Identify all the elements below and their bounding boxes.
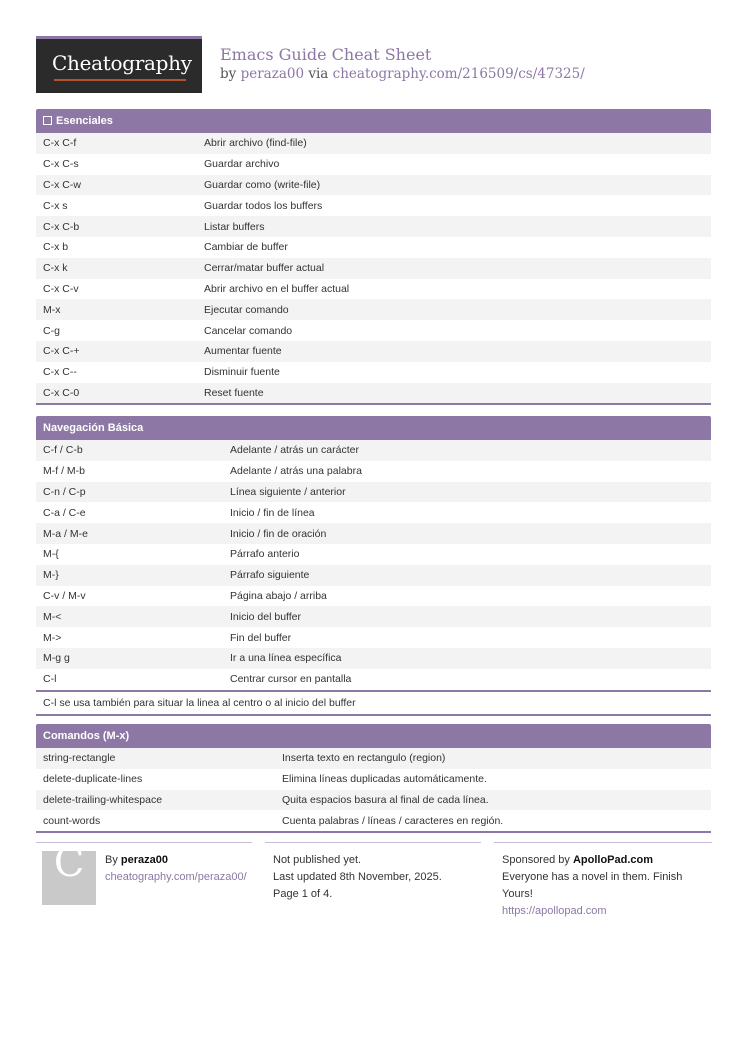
section-divider: [36, 403, 711, 405]
shortcut-key: C-f / C-b: [43, 444, 83, 457]
table-row: [36, 482, 711, 503]
page-footer: [36, 842, 712, 932]
shortcut-key: M-{: [43, 548, 59, 561]
shortcut-desc: Adelante / atrás un carácter: [230, 444, 359, 457]
footer-sponsor: [494, 842, 712, 920]
shortcut-desc: Disminuir fuente: [204, 366, 280, 379]
command-table: [36, 748, 711, 831]
table-row: [36, 544, 711, 565]
table-row: [36, 565, 711, 586]
table-row: [36, 133, 711, 154]
byline-via: via: [308, 66, 329, 82]
footer-author-name: peraza00: [120, 854, 168, 866]
shortcut-desc: Ir a una línea específica: [230, 652, 342, 665]
shortcut-key: C-x C-v: [43, 282, 79, 295]
shortcut-key: C-x s: [43, 199, 68, 212]
command-name: count-words: [43, 814, 101, 827]
command-name: delete-trailing-whitespace: [43, 793, 163, 806]
sponsor-link[interactable]: https://apollopad.com: [502, 905, 607, 917]
command-name: delete-duplicate-lines: [43, 773, 143, 786]
table-row: [36, 748, 711, 769]
footer-author-link[interactable]: cheatography.com/peraza00/: [105, 871, 247, 883]
author-link[interactable]: peraza00: [240, 66, 305, 82]
sponsor-prefix: Sponsored by: [502, 854, 570, 866]
footer-by: By: [105, 854, 118, 866]
shortcut-desc: Adelante / atrás una palabra: [230, 465, 362, 478]
shortcut-key: C-v / M-v: [43, 589, 86, 602]
shortcut-desc: Inicio del buffer: [230, 610, 302, 623]
table-row: [36, 154, 711, 175]
table-row: [36, 299, 711, 320]
section-header: [36, 109, 711, 133]
shortcut-key: C-x k: [43, 262, 68, 275]
table-row: [36, 648, 711, 669]
footer-author-text: [105, 852, 247, 886]
table-row: [36, 279, 711, 300]
table-row: [36, 790, 711, 811]
section-header: [36, 416, 711, 440]
section-title: Navegación Básica: [43, 422, 144, 434]
section-note: C-l se usa también para situar la linea al centro o al inicio del buffer: [36, 690, 711, 716]
table-row: [36, 461, 711, 482]
shortcut-key: C-a / C-e: [43, 506, 86, 519]
section-comandos: [36, 724, 711, 833]
shortcut-key: C-x C-s: [43, 158, 79, 171]
command-desc: Elimina líneas duplicadas automáticamente.: [282, 773, 487, 786]
shortcut-desc: Párrafo siguiente: [230, 569, 310, 582]
footer-author: [36, 842, 252, 932]
shortcut-desc: Cerrar/matar buffer actual: [204, 262, 325, 275]
page-header: [36, 36, 712, 94]
shortcut-desc: Guardar todos los buffers: [204, 199, 323, 212]
table-row: [36, 523, 711, 544]
shortcut-key: M-}: [43, 569, 59, 582]
shortcut-key: M-x: [43, 303, 61, 316]
table-row: [36, 320, 711, 341]
table-row: [36, 216, 711, 237]
shortcut-desc: Ejecutar comando: [204, 303, 289, 316]
sponsor-line: [502, 852, 712, 869]
shortcut-table: [36, 133, 711, 403]
sponsor-name: ApolloPad.com: [572, 854, 654, 866]
shortcut-desc: Aumentar fuente: [204, 345, 282, 358]
avatar-letter: C: [53, 840, 85, 886]
shortcut-key: C-x C-0: [43, 386, 80, 399]
shortcut-key: C-l: [43, 673, 57, 686]
section-header: [36, 724, 711, 748]
shortcut-desc: Inicio / fin de línea: [230, 506, 315, 519]
shortcut-desc: Cancelar comando: [204, 324, 293, 337]
shortcut-key: M-<: [43, 610, 62, 623]
shortcut-desc: Reset fuente: [204, 386, 264, 399]
section-divider: [36, 831, 711, 833]
shortcut-desc: Centrar cursor en pantalla: [230, 673, 352, 686]
published-status: Not published yet.: [273, 854, 362, 866]
section-title: Esenciales: [56, 115, 113, 127]
table-row: [36, 341, 711, 362]
table-row: [36, 383, 711, 404]
shortcut-key: M-a / M-e: [43, 527, 88, 540]
table-row: [36, 669, 711, 690]
byline-by: by: [220, 66, 237, 82]
cheatography-logo[interactable]: [36, 36, 202, 93]
sheet-url-link[interactable]: cheatography.com/216509/cs/47325/: [332, 66, 585, 82]
table-row: [36, 627, 711, 648]
table-row: [36, 258, 711, 279]
shortcut-key: M-g g: [43, 652, 70, 665]
sponsor-text: Everyone has a novel in them. Finish Yours!: [502, 871, 683, 900]
shortcut-desc: Cambiar de buffer: [204, 241, 288, 254]
table-row: [36, 769, 711, 790]
logo-text: Cheatography: [52, 51, 192, 75]
command-desc: Inserta texto en rectangulo (region): [282, 752, 446, 765]
shortcut-key: C-x C-b: [43, 220, 80, 233]
shortcut-desc: Fin del buffer: [230, 631, 292, 644]
table-row: [36, 175, 711, 196]
checkbox-icon[interactable]: [43, 116, 52, 125]
byline: [220, 66, 585, 82]
table-row: [36, 810, 711, 831]
shortcut-key: C-x C--: [43, 366, 77, 379]
shortcut-key: C-g: [43, 324, 60, 337]
shortcut-desc: Listar buffers: [204, 220, 265, 233]
shortcut-key: C-x C-f: [43, 137, 77, 150]
table-row: [36, 237, 711, 258]
logo-underline: [54, 79, 186, 81]
table-row: [36, 440, 711, 461]
shortcut-table: [36, 440, 711, 690]
footer-status: [265, 842, 481, 903]
table-row: [36, 586, 711, 607]
shortcut-desc: Abrir archivo (find-file): [204, 137, 307, 150]
shortcut-key: C-n / C-p: [43, 485, 86, 498]
table-row: [36, 606, 711, 627]
page-title: Emacs Guide Cheat Sheet: [220, 45, 432, 64]
table-row: [36, 362, 711, 383]
section-esenciales: [36, 109, 711, 405]
shortcut-desc: Abrir archivo en el buffer actual: [204, 282, 350, 295]
section-navegacion: [36, 416, 711, 716]
section-title: Comandos (M-x): [43, 730, 130, 742]
avatar[interactable]: [42, 840, 96, 905]
shortcut-key: M-f / M-b: [43, 465, 85, 478]
shortcut-key: M->: [43, 631, 62, 644]
table-row: [36, 195, 711, 216]
shortcut-desc: Inicio / fin de oración: [230, 527, 327, 540]
command-desc: Cuenta palabras / líneas / caracteres en región.: [282, 814, 504, 827]
shortcut-desc: Guardar como (write-file): [204, 178, 321, 191]
shortcut-key: C-x C-+: [43, 345, 80, 358]
shortcut-desc: Guardar archivo: [204, 158, 280, 171]
shortcut-key: C-x C-w: [43, 178, 81, 191]
shortcut-key: C-x b: [43, 241, 69, 254]
command-desc: Quita espacios basura al final de cada línea.: [282, 793, 489, 806]
table-row: [36, 502, 711, 523]
last-updated: Last updated 8th November, 2025.: [273, 871, 442, 883]
page-number: Page 1 of 4.: [273, 888, 333, 900]
shortcut-desc: Línea siguiente / anterior: [230, 485, 346, 498]
shortcut-desc: Párrafo anterio: [230, 548, 300, 561]
command-name: string-rectangle: [43, 752, 116, 765]
shortcut-desc: Página abajo / arriba: [230, 589, 327, 602]
